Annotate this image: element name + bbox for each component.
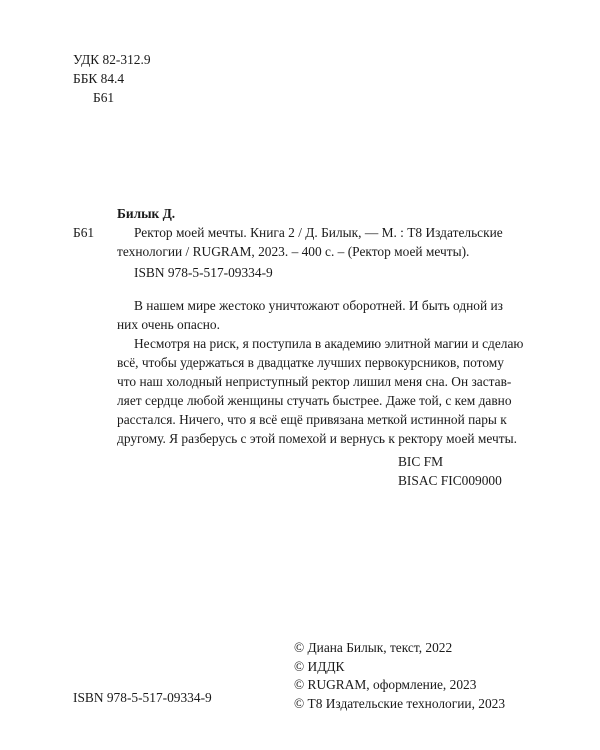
annotation-line: расстался. Ничего, что я всё ещё привязана меткой истинной пары к [117, 412, 507, 427]
copyright-line: © Т8 Издательские технологии, 2023 [294, 695, 506, 711]
copyright-line: © Диана Билык, текст, 2022 [294, 640, 453, 655]
bibliographic-line-2: технологии / RUGRAM, 2023. – 400 с. – (Ректор моей мечты). [117, 244, 470, 259]
author-name: Билык Д. [117, 206, 176, 221]
annotation-line: В нашем мире жестоко уничтожают оборотней. И быть одной из [134, 298, 503, 313]
author-mark: Б61 [93, 90, 115, 105]
copyright-line: © ИДДК [294, 658, 345, 674]
udk-code: УДК 82-312.9 [73, 52, 151, 67]
bic-code: BIC FM [398, 454, 444, 469]
isbn-footer: ISBN 978-5-517-09334-9 [73, 690, 212, 705]
annotation-line: Несмотря на риск, я поступила в академию элитной магии и сделаю [134, 336, 524, 351]
catalog-author-mark: Б61 [73, 225, 95, 240]
annotation-line: ляет сердце любой женщины стучать быстрее. Даже той, с кем давно [117, 393, 512, 408]
bisac-code: BISAC FIC009000 [398, 473, 502, 488]
annotation-line: другому. Я разберусь с этой помехой и вернусь к ректору моей мечты. [117, 431, 517, 446]
annotation-line: них очень опасно. [117, 317, 220, 332]
annotation-line: что наш холодный неприступный ректор лишил меня сна. Он застав- [117, 374, 512, 389]
annotation-line: всё, чтобы удержаться в двадцатке лучших первокурсников, потому [117, 355, 504, 370]
bibliographic-line-1: Ректор моей мечты. Книга 2 / Д. Билык, — М. : Т8 Издательские [134, 225, 503, 240]
isbn-catalog: ISBN 978-5-517-09334-9 [134, 265, 273, 280]
copyright-block [294, 638, 505, 712]
bbk-code: ББК 84.4 [73, 71, 125, 86]
copyright-line: © RUGRAM, оформление, 2023 [294, 677, 477, 692]
